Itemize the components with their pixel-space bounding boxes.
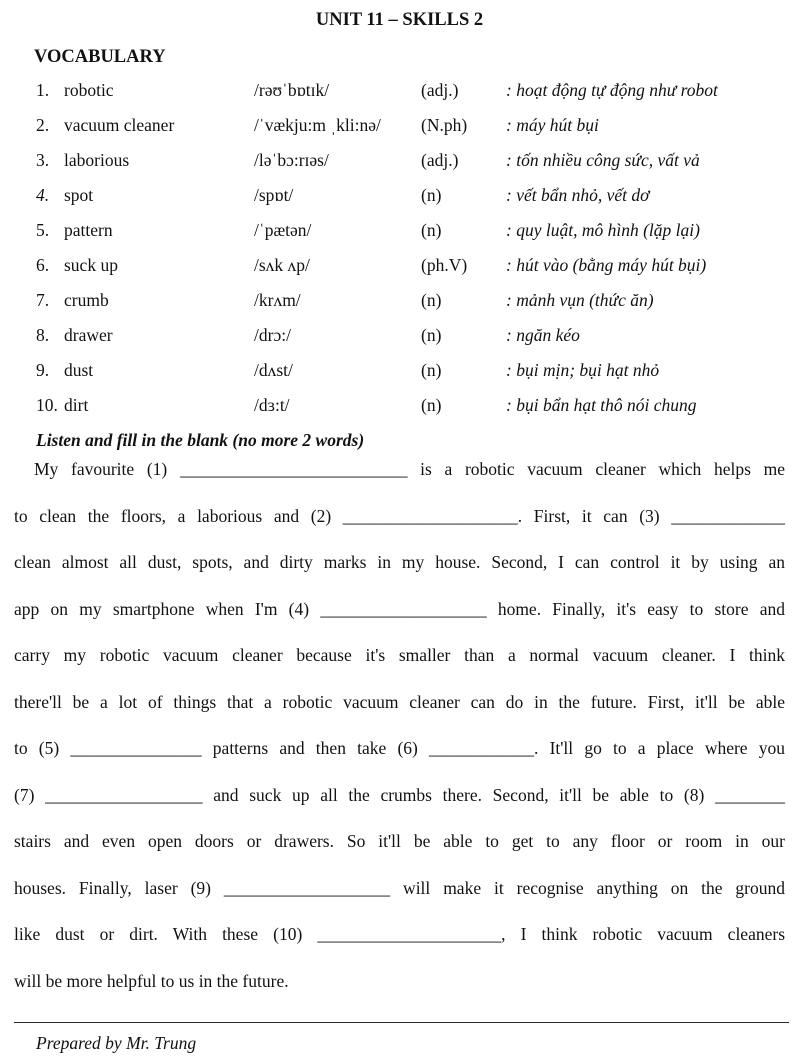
paragraph-line: My favourite (1) __________________________ is a robotic vacuum cleaner which helps me — [34, 459, 785, 479]
vocab-ipa: /sʌk ʌp/ — [254, 255, 310, 275]
vocab-row — [36, 213, 799, 248]
vocab-number: 3. — [36, 150, 50, 170]
vocab-ipa: /spɒt/ — [254, 185, 294, 205]
vocab-word: spot — [64, 185, 94, 205]
vocab-meaning: : mảnh vụn (thức ăn) — [506, 290, 654, 310]
vocab-word: robotic — [64, 80, 114, 100]
paragraph-line: houses. Finally, laser (9) ___________________ will make it recognise anything on the ground — [14, 877, 785, 898]
vocab-meaning: : tốn nhiều công sức, vất vả — [506, 150, 700, 170]
vocab-ipa: /rəʊˈbɒtɪk/ — [254, 80, 330, 100]
vocab-meaning: : quy luật, mô hình (lặp lại) — [506, 220, 700, 240]
vocab-number: 1. — [36, 80, 50, 100]
vocab-pos: (n) — [421, 360, 442, 380]
vocab-word: laborious — [64, 150, 130, 170]
vocab-number: 4. — [36, 185, 50, 205]
vocab-pos: (ph.V) — [421, 255, 468, 275]
paragraph-line: (7) __________________ and suck up all the crumbs there. Second, it'll be able to (8) ________ — [14, 784, 785, 805]
vocab-word: dirt — [64, 395, 89, 415]
vocab-ipa: /krʌm/ — [254, 290, 301, 310]
vocab-number: 5. — [36, 220, 50, 240]
vocab-row — [36, 318, 799, 353]
vocab-row — [36, 143, 799, 178]
vocab-number: 9. — [36, 360, 50, 380]
vocab-row — [36, 388, 799, 423]
vocab-number: 10. — [36, 395, 58, 415]
paragraph-line: will be more helpful to us in the future. — [14, 970, 289, 991]
paragraph-line: app on my smartphone when I'm (4) ___________________ home. Finally, it's easy to store and — [14, 598, 785, 619]
footer-credit: Prepared by Mr. Trung — [36, 1033, 197, 1053]
vocab-pos: (n) — [421, 395, 442, 415]
vocab-meaning: : vết bẩn nhỏ, vết dơ — [506, 185, 650, 205]
paragraph-line: clean almost all dust, spots, and dirty marks in my house. Second, I can control it by using an — [14, 552, 785, 572]
vocab-word: suck up — [64, 255, 118, 275]
vocab-meaning: : bụi mịn; bụi hạt nhỏ — [506, 360, 660, 380]
vocab-number: 8. — [36, 325, 50, 345]
vocab-meaning: : máy hút bụi — [506, 115, 599, 135]
vocab-word: vacuum cleaner — [64, 115, 175, 135]
vocab-row — [36, 353, 799, 388]
vocab-row — [36, 73, 799, 108]
vocab-meaning: : ngăn kéo — [506, 325, 580, 345]
vocab-ipa: /ˈpætən/ — [254, 220, 312, 240]
paragraph-line: there'll be a lot of things that a robotic vacuum cleaner can do in the future. First, it'll be able — [14, 691, 785, 712]
vocab-word: drawer — [64, 325, 113, 345]
vocab-row — [36, 248, 799, 283]
vocab-word: pattern — [64, 220, 113, 240]
vocab-pos: (adj.) — [421, 150, 459, 170]
paragraph-line: carry my robotic vacuum cleaner because it's smaller than a normal vacuum cleaner. I think — [14, 645, 785, 665]
exercise-heading: Listen and fill in the blank (no more 2 words) — [36, 430, 365, 450]
paragraph-line: stairs and even open doors or drawers. So it'll be able to get to any floor or room in our — [14, 831, 785, 851]
vocab-pos: (N.ph) — [421, 115, 468, 135]
vocab-meaning: : hút vào (bằng máy hút bụi) — [506, 255, 707, 275]
page-title: UNIT 11 – SKILLS 2 — [315, 10, 484, 30]
vocab-row — [36, 108, 799, 143]
vocab-meaning: : hoạt động tự động như robot — [506, 80, 718, 100]
vocab-meaning: : bụi bẩn hạt thô nói chung — [506, 395, 697, 415]
vocab-ipa: /dʌst/ — [254, 360, 293, 380]
exercise-paragraph — [14, 446, 785, 1004]
vocab-pos: (n) — [421, 185, 442, 205]
vocab-row — [36, 178, 799, 213]
vocab-ipa: /dɜ:t/ — [254, 395, 290, 415]
vocab-word: dust — [64, 360, 94, 380]
footer-divider — [14, 1022, 789, 1023]
vocab-number: 2. — [36, 115, 50, 135]
vocab-pos: (adj.) — [421, 80, 459, 100]
vocab-pos: (n) — [421, 220, 442, 240]
vocab-pos: (n) — [421, 290, 442, 310]
paragraph-line: to (5) _______________ patterns and then take (6) ____________. It'll go to a place where you — [14, 738, 785, 758]
vocab-ipa: /ˈvækju:m ˌkli:nə/ — [254, 115, 381, 135]
vocab-ipa: /ləˈbɔ:rɪəs/ — [254, 150, 329, 170]
vocab-number: 6. — [36, 255, 50, 275]
vocab-ipa: /drɔ:/ — [254, 325, 291, 345]
paragraph-line: to clean the floors, a laborious and (2) ____________________. First, it can (3) _____________ — [14, 505, 785, 526]
vocab-word: crumb — [64, 290, 109, 310]
vocabulary-list — [36, 73, 799, 423]
vocab-pos: (n) — [421, 325, 442, 345]
paragraph-line: like dust or dirt. With these (10) _____________________, I think robotic vacuum cleaners — [14, 924, 785, 944]
vocab-number: 7. — [36, 290, 50, 310]
vocab-row — [36, 283, 799, 318]
vocabulary-heading: VOCABULARY — [34, 47, 166, 67]
